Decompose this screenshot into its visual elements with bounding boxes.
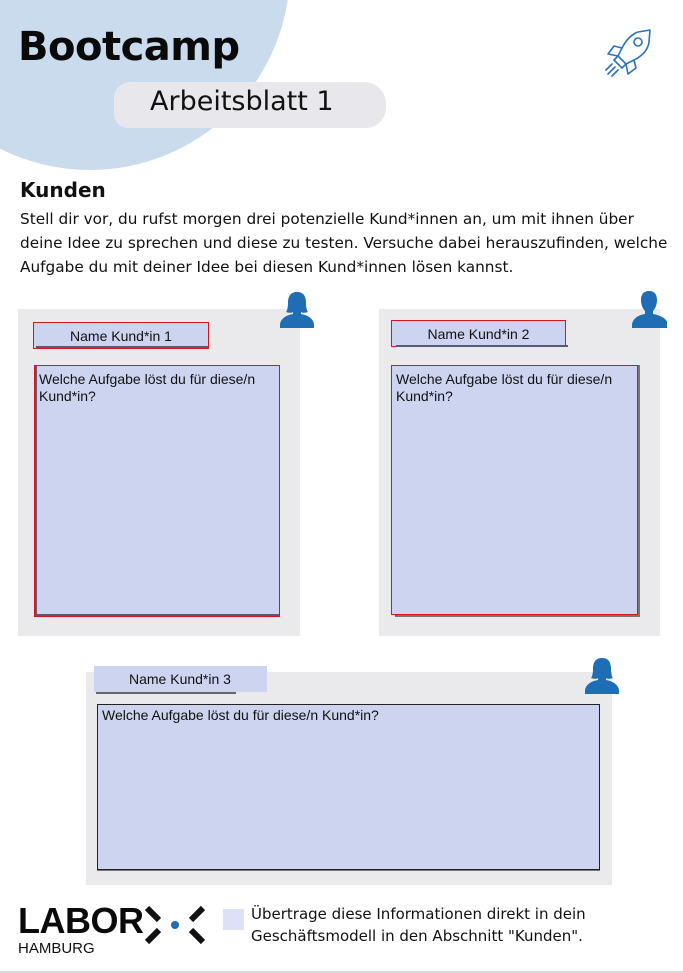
- customer-2-name-field[interactable]: Name Kund*in 2: [391, 320, 566, 347]
- logo-city: HAMBURG: [18, 940, 95, 957]
- person-male-icon: [631, 290, 667, 328]
- customer-3-name-field[interactable]: Name Kund*in 3: [94, 666, 267, 692]
- logo-x-mark-icon: [144, 904, 206, 946]
- person-female-icon: [279, 290, 315, 328]
- intro-paragraph: Stell dir vor, du rufst morgen drei potenzielle Kund*innen an, um mit ihnen über deine Idee zu sprechen und diese zu testen. Versuche dabei herauszufinden, welche Aufgabe du mit deiner Idee bei diesen Kund*innen lösen kannst.: [20, 210, 668, 276]
- legend-text: Übertrage diese Informationen direkt in dein Geschäftsmodell in den Abschnitt "Kunden".: [251, 905, 586, 945]
- labor-hamburg-logo: [18, 900, 144, 957]
- page-subtitle: Arbeitsblatt 1: [150, 86, 334, 117]
- customer-1-name-field[interactable]: Name Kund*in 1: [33, 322, 209, 349]
- legend-swatch: [223, 909, 244, 930]
- customer-2-name-underline: [396, 345, 568, 347]
- page-title: Bootcamp: [18, 24, 240, 70]
- customer-3-task-field[interactable]: Welche Aufgabe löst du für diese/n Kund*in?: [97, 704, 600, 870]
- customer-2-task-field[interactable]: Welche Aufgabe löst du für diese/n Kund*in?: [391, 365, 638, 615]
- person-female-icon: [584, 656, 620, 694]
- logo-wordmark: LABOR: [18, 900, 144, 941]
- customer-1-name-underline: [36, 346, 208, 348]
- customer-3-name-underline: [96, 692, 236, 694]
- section-title: Kunden: [20, 178, 106, 202]
- rocket-icon: [600, 24, 656, 80]
- customer-1-task-field[interactable]: Welche Aufgabe löst du für diese/n Kund*in?: [34, 365, 280, 617]
